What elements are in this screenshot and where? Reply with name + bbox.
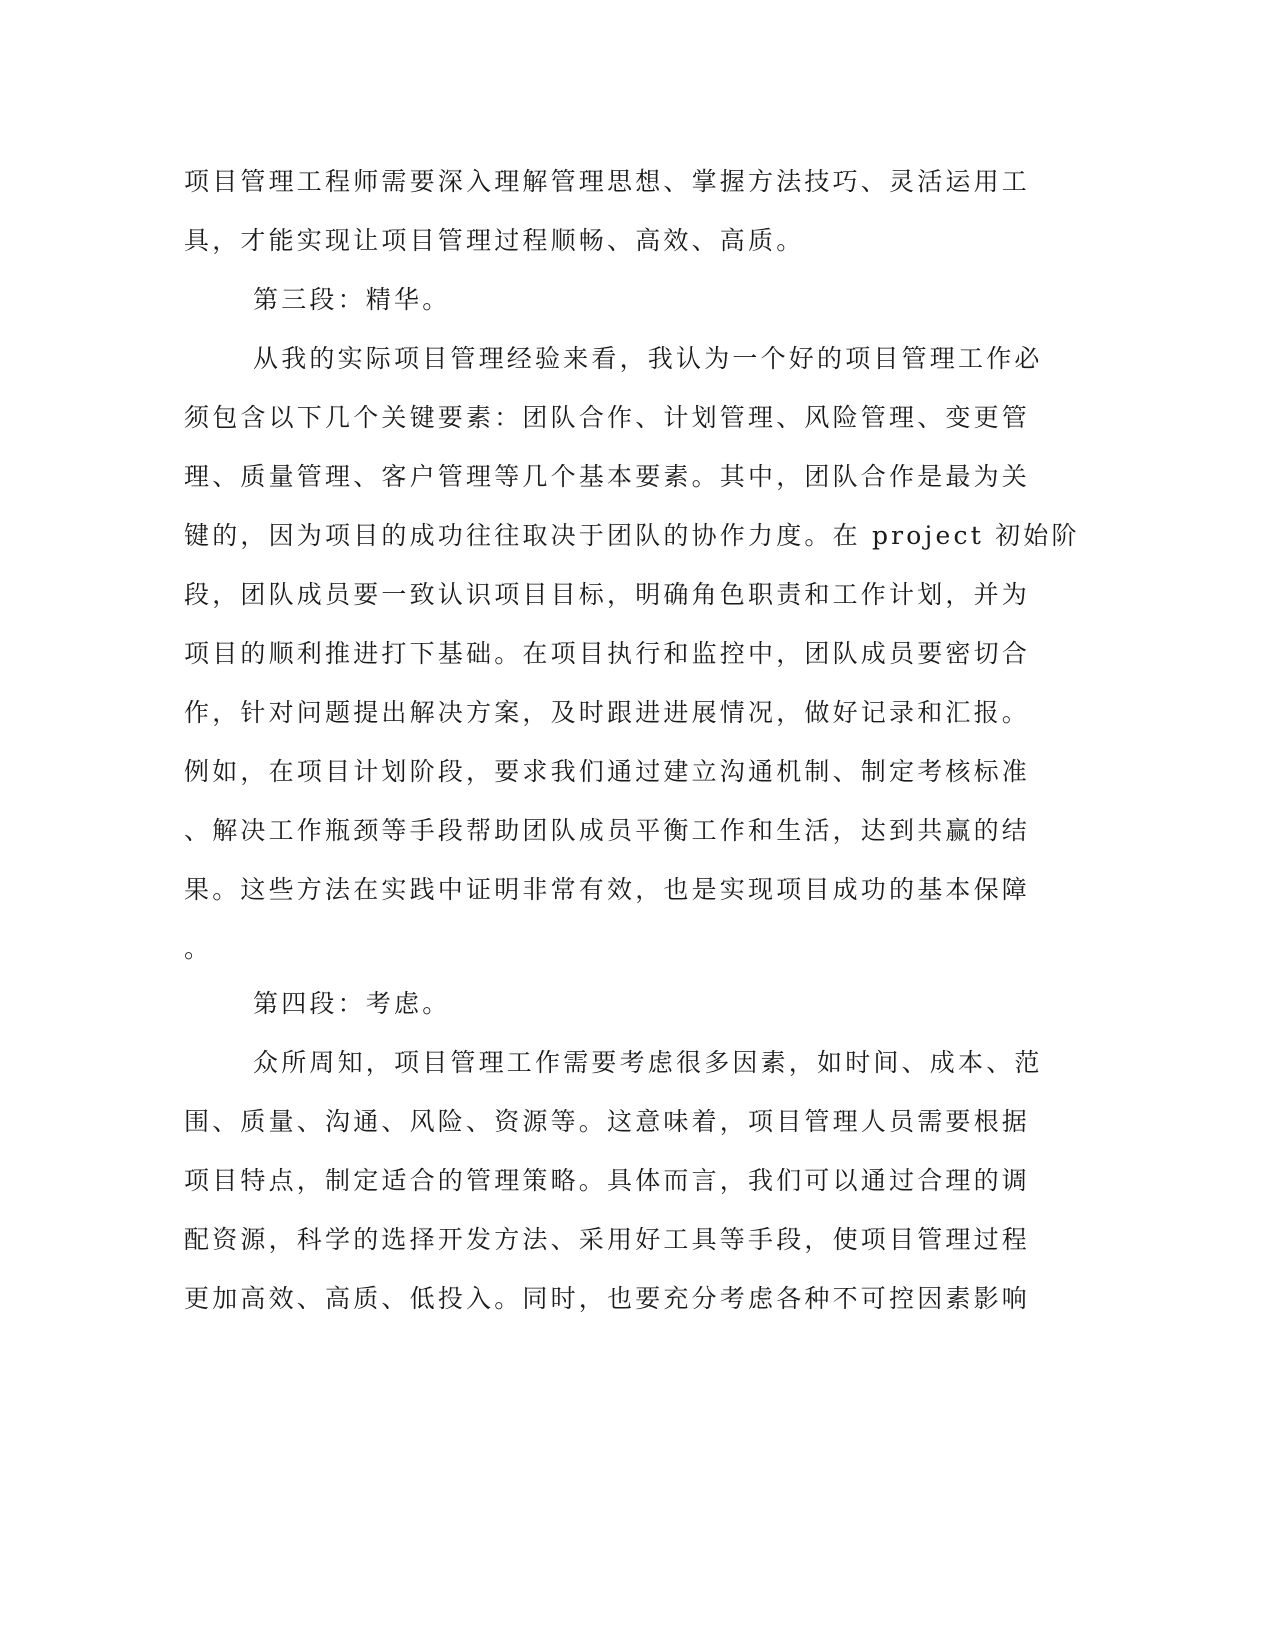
text-line: 段，团队成员要一致认识项目目标，明确角色职责和工作计划，并为 (184, 580, 1031, 609)
text-line: 项目的顺利推进打下基础。在项目执行和监控中，团队成员要密切合 (184, 639, 1031, 668)
text-line: 围、质量、沟通、风险、资源等。这意味着，项目管理人员需要根据 (184, 1107, 1031, 1136)
text-line: 项目管理工程师需要深入理解管理思想、掌握方法技巧、灵活运用工 (184, 167, 1031, 196)
text-line: 、解决工作瓶颈等手段帮助团队成员平衡工作和生活，达到共赢的结 (184, 816, 1031, 845)
text-line: 须包含以下几个关键要素：团队合作、计划管理、风险管理、变更管 (184, 403, 1031, 432)
text-line: 从我的实际项目管理经验来看，我认为一个好的项目管理工作必 (253, 344, 1043, 373)
text-line: 果。这些方法在实践中证明非常有效，也是实现项目成功的基本保障 (184, 875, 1031, 904)
text-line: 项目特点，制定适合的管理策略。具体而言，我们可以通过合理的调 (184, 1166, 1031, 1195)
text-line: 。 (184, 934, 213, 963)
text-line: 配资源，科学的选择开发方法、采用好工具等手段，使项目管理过程 (184, 1225, 1031, 1254)
text-line: 作，针对问题提出解决方案，及时跟进进展情况，做好记录和汇报。 (184, 698, 1031, 727)
text-line: 例如，在项目计划阶段，要求我们通过建立沟通机制、制定考核标准 (184, 757, 1031, 786)
text-line: 理、质量管理、客户管理等几个基本要素。其中，团队合作是最为关 (184, 462, 1031, 491)
text-line: 具，才能实现让项目管理过程顺畅、高效、高质。 (184, 226, 805, 255)
section-heading: 第四段：考虑。 (253, 989, 451, 1018)
section-heading: 第三段：精华。 (253, 285, 451, 314)
text-line: 键的，因为项目的成功往往取决于团队的协作力度。在 project 初始阶 (184, 521, 1080, 550)
text-line: 众所周知，项目管理工作需要考虑很多因素，如时间、成本、范 (253, 1048, 1043, 1077)
text-line: 更加高效、高质、低投入。同时，也要充分考虑各种不可控因素影响 (184, 1284, 1031, 1313)
